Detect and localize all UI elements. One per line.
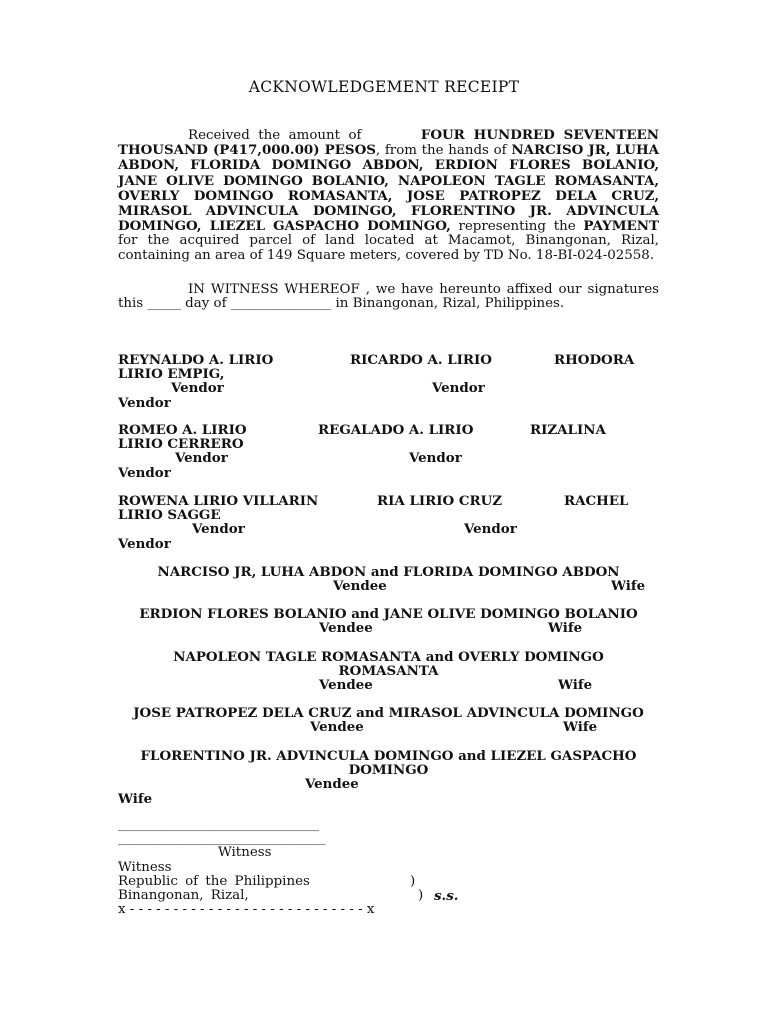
- vendee-group-5: [118, 749, 659, 806]
- venue-text: Binangonan, Rizal,: [118, 887, 249, 903]
- witness-label: Witness: [118, 859, 172, 875]
- representing-text: representing the: [458, 219, 576, 235]
- vendee-names: NARCISO JR, LUHA ABDON and FLORIDA DOMINGO ABDON: [157, 564, 620, 580]
- vendor-role: Vendor: [192, 521, 245, 538]
- vendee-group-1: [118, 565, 659, 593]
- vendor-role: Vendor: [118, 464, 171, 481]
- vendor-group-1: [118, 353, 659, 410]
- vendor-name: RACHEL: [564, 493, 629, 509]
- vendor-name: LIRIO SAGGE: [118, 507, 221, 524]
- wife-role: Wife: [563, 719, 598, 736]
- vendor-role: Vendor: [118, 535, 171, 552]
- witness-signature-line: _______________________________: [118, 831, 326, 847]
- land-description: for the acquired parcel of land located at Macamot, Binangonan, Rizal, containing an area of 149 Square meters, covered by TD No. 18-BI-024-02558.: [118, 233, 659, 263]
- payment-text: PAYMENT: [583, 218, 659, 235]
- vendee-role: Vendee: [305, 776, 359, 793]
- vendee-group-3: [118, 650, 659, 693]
- wife-role: Wife: [118, 790, 153, 807]
- separator-line: x - - - - - - - - - - - - - - - - - - - - - - - - - - - x: [118, 902, 375, 918]
- vendor-role: Vendor: [118, 394, 171, 411]
- payer-names: NARCISO JR, LUHA ABDON, FLORIDA DOMINGO ABDON, ERDION FLORES BOLANIO, JANE OLIVE DOMINGO BOLANIO, NAPOLEON TAGLE ROMASANTA, OVERLY DOMINGO ROMASANTA, JOSE PATROPEZ DELA CRUZ, MIRASOL ADVINCULA DOMINGO, FLORENTINO JR. ADVINCULA DOMINGO, LIEZEL GASPACHO DOMINGO,: [118, 142, 660, 235]
- vendor-group-2: [118, 423, 659, 480]
- witness-signature-line: ______________________________: [118, 817, 319, 832]
- witness-section: [118, 818, 659, 917]
- vendor-name: RHODORA: [554, 352, 635, 368]
- vendor-role: Vendor: [464, 521, 517, 538]
- vendee-role: Vendee: [319, 677, 373, 694]
- witness-whereof-text: IN WITNESS WHEREOF , we have hereunto affixed our signatures this _____ day of _______________ in Binangonan, Rizal, Philippines.: [118, 282, 659, 312]
- receipt-paragraph: [118, 128, 659, 263]
- vendor-group-3: [118, 494, 659, 551]
- received-text: Received the amount of: [188, 128, 362, 143]
- vendee-names: JOSE PATROPEZ DELA CRUZ and MIRASOL ADVINCULA DOMINGO: [133, 705, 644, 721]
- vendee-names: FLORENTINO JR. ADVINCULA DOMINGO and LIEZEL GASPACHO DOMINGO: [140, 748, 637, 779]
- wife-role: Wife: [548, 620, 583, 637]
- paren: ): [410, 873, 416, 889]
- witness-label: Witness: [218, 845, 272, 861]
- vendor-role: Vendor: [171, 380, 224, 397]
- vendor-name: ROWENA LIRIO VILLARIN: [118, 493, 319, 509]
- vendor-name: LIRIO EMPIG,: [118, 366, 225, 383]
- vendor-name: REGALADO A. LIRIO: [318, 422, 474, 438]
- vendee-names: ERDION FLORES BOLANIO and JANE OLIVE DOMINGO BOLANIO: [139, 606, 638, 622]
- vendee-names: NAPOLEON TAGLE ROMASANTA and OVERLY DOMINGO ROMASANTA: [173, 649, 604, 680]
- vendee-group-4: [118, 706, 659, 734]
- vendee-role: Vendee: [333, 578, 387, 595]
- vendor-name: RIA LIRIO CRUZ: [377, 493, 503, 509]
- wife-role: Wife: [611, 578, 646, 595]
- wife-role: Wife: [558, 677, 593, 694]
- republic-text: Republic of the Philippines: [118, 873, 310, 889]
- vendor-name: RICARDO A. LIRIO: [350, 352, 492, 368]
- witness-paragraph: [118, 283, 659, 311]
- vendor-name: LIRIO CERRERO: [118, 436, 244, 453]
- vendee-group-2: [118, 607, 659, 635]
- vendee-role: Vendee: [319, 620, 373, 637]
- vendor-name: ROMEO A. LIRIO: [118, 422, 247, 438]
- document-title: ACKNOWLEDGEMENT RECEIPT: [248, 78, 520, 96]
- ss-text: s.s.: [434, 887, 459, 904]
- vendor-name: REYNALDO A. LIRIO: [118, 352, 274, 368]
- vendor-role: Vendor: [432, 380, 485, 397]
- vendee-role: Vendee: [310, 719, 364, 736]
- paren: ): [418, 887, 424, 903]
- vendor-role: Vendor: [409, 450, 462, 467]
- amount-text: FOUR HUNDRED SEVENTEEN THOUSAND (P417,000.00) PESOS: [118, 127, 659, 159]
- vendor-role: Vendor: [175, 450, 228, 467]
- from-text: , from the hands of: [375, 143, 507, 159]
- vendor-name: RIZALINA: [530, 422, 606, 438]
